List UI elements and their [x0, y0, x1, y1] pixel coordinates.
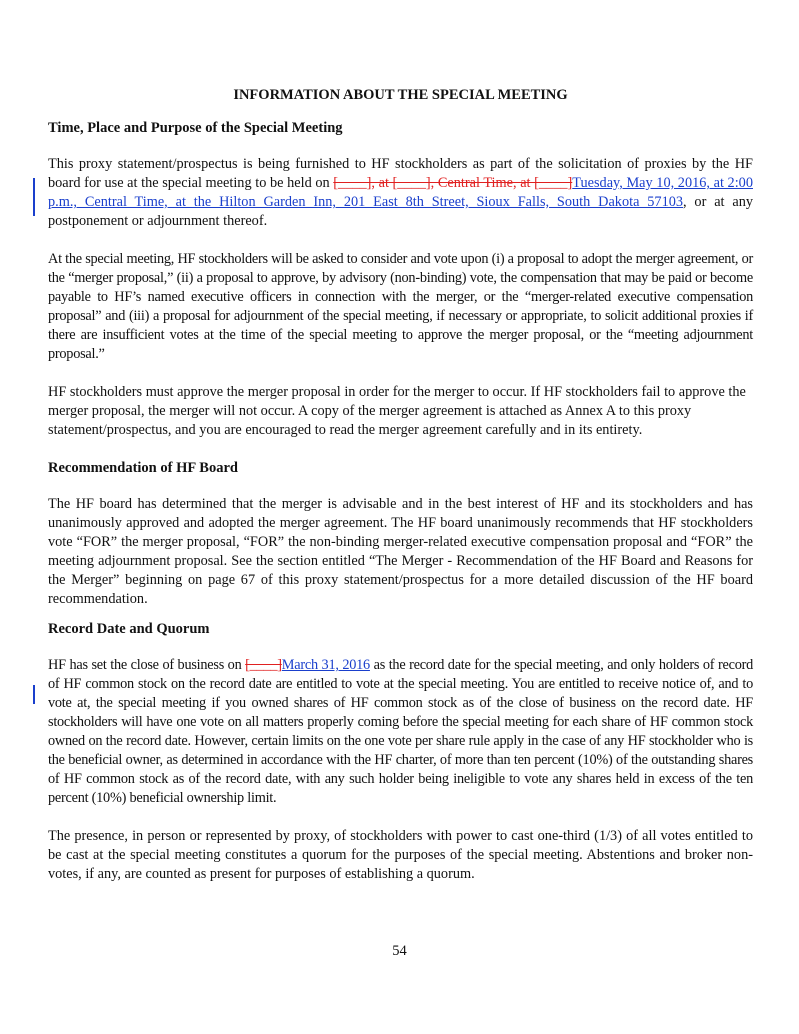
change-bar-record-date: [33, 685, 35, 704]
section-heading-recommendation: Recommendation of HF Board: [48, 460, 238, 476]
page-title: INFORMATION ABOUT THE SPECIAL MEETING: [233, 87, 568, 103]
paragraph-approval: HF stockholders must approve the merger proposal in order for the merger to occur. If HF stockholders fail to approve the merger proposal, the merger will not occur. A copy of the merger agreement is attached as Annex A to this proxy statement/prospectus, and you are encouraged to read the merger agreement carefully and in its entirety.: [48, 384, 746, 438]
paragraph-recommendation: The HF board has determined that the merger is advisable and in the best interest of HF and its stockholders and has unanimously approved and adopted the merger agreement. The HF board unanimously recommends that HF stockholders vote “FOR” the merger proposal, “FOR” the non-binding merger-related executive compensation proposal and “FOR” the meeting adjournment proposal. See the section entitled “The Merger - Recommendation of the HF Board and Reasons for the Merger” beginning on page 67 of this proxy statement/prospectus for a more detailed discussion of the HF board recommendation.: [48, 496, 753, 607]
paragraph-record-date: [48, 656, 753, 808]
inserted-text: March 31, 2016: [281, 657, 370, 673]
text-after: as the record date for the special meeting, and only holders of record of HF common stock on the record date are entitled to vote at the special meeting. You are entitled to receive notice of, and to vote at, the special meeting if you owned shares of HF common stock as of the close of business on the record date. HF stockholders will have one vote on all matters properly coming before the special meeting for each share of HF common stock owned on the record date. However, certain limits on the one vote per share rule apply in the case of any HF stockholder who is the beneficial owner, as determined in accordance with the HF charter, of more than ten percent (10%) of the outstanding shares of HF common stock as of the record date, with any such holder being ineligible to vote any shares held in excess of the ten percent (10%) beneficial ownership limit.: [48, 657, 754, 806]
section-heading-record-date: Record Date and Quorum: [48, 621, 210, 637]
inserted-text: Tuesday, May 10, 2016, at 2:00 p.m., Central Time, at the Hilton Garden Inn, 201 East 8th Street, Sioux Falls, South Dakota 57103: [48, 175, 753, 210]
change-bar-meeting-details: [33, 178, 35, 216]
document-page: [48, 86, 753, 903]
text-before: This proxy statement/prospectus is being furnished to HF stockholders as part of the solicitation of proxies by the HF board for use at the special meeting to be held on: [48, 156, 753, 191]
deleted-text: [____]: [245, 657, 282, 673]
text-after: , or at any postponement or adjournment thereof.: [48, 194, 753, 229]
paragraph-quorum: The presence, in person or represented by proxy, of stockholders with power to cast one-third (1/3) of all votes entitled to be cast at the special meeting constitutes a quorum for the purposes of the special meeting. Abstentions and broker non-votes, if any, are counted as present for purposes of establishing a quorum.: [48, 828, 753, 882]
paragraph-proposals: At the special meeting, HF stockholders will be asked to consider and vote upon (i) a proposal to adopt the merger agreement, or the “merger proposal,” (ii) a proposal to approve, by advisory (non-binding) vote, the compensation that may be paid or become payable to HF’s named executive officers in connection with the merger, or the “merger-related executive compensation proposal” and (iii) a proposal for adjournment of the special meeting, if necessary or appropriate, to solicit additional proxies if there are insufficient votes at the time of the special meeting to approve the merger proposal, or the “meeting adjournment proposal.”: [48, 251, 753, 362]
text-before: HF has set the close of business on: [48, 657, 246, 673]
deleted-text: [____], at [____], Central Time, at [____]: [333, 175, 573, 191]
page-number: 54: [392, 943, 407, 959]
paragraph-meeting-details: [48, 155, 753, 231]
section-heading-time-place: Time, Place and Purpose of the Special Meeting: [48, 120, 343, 136]
